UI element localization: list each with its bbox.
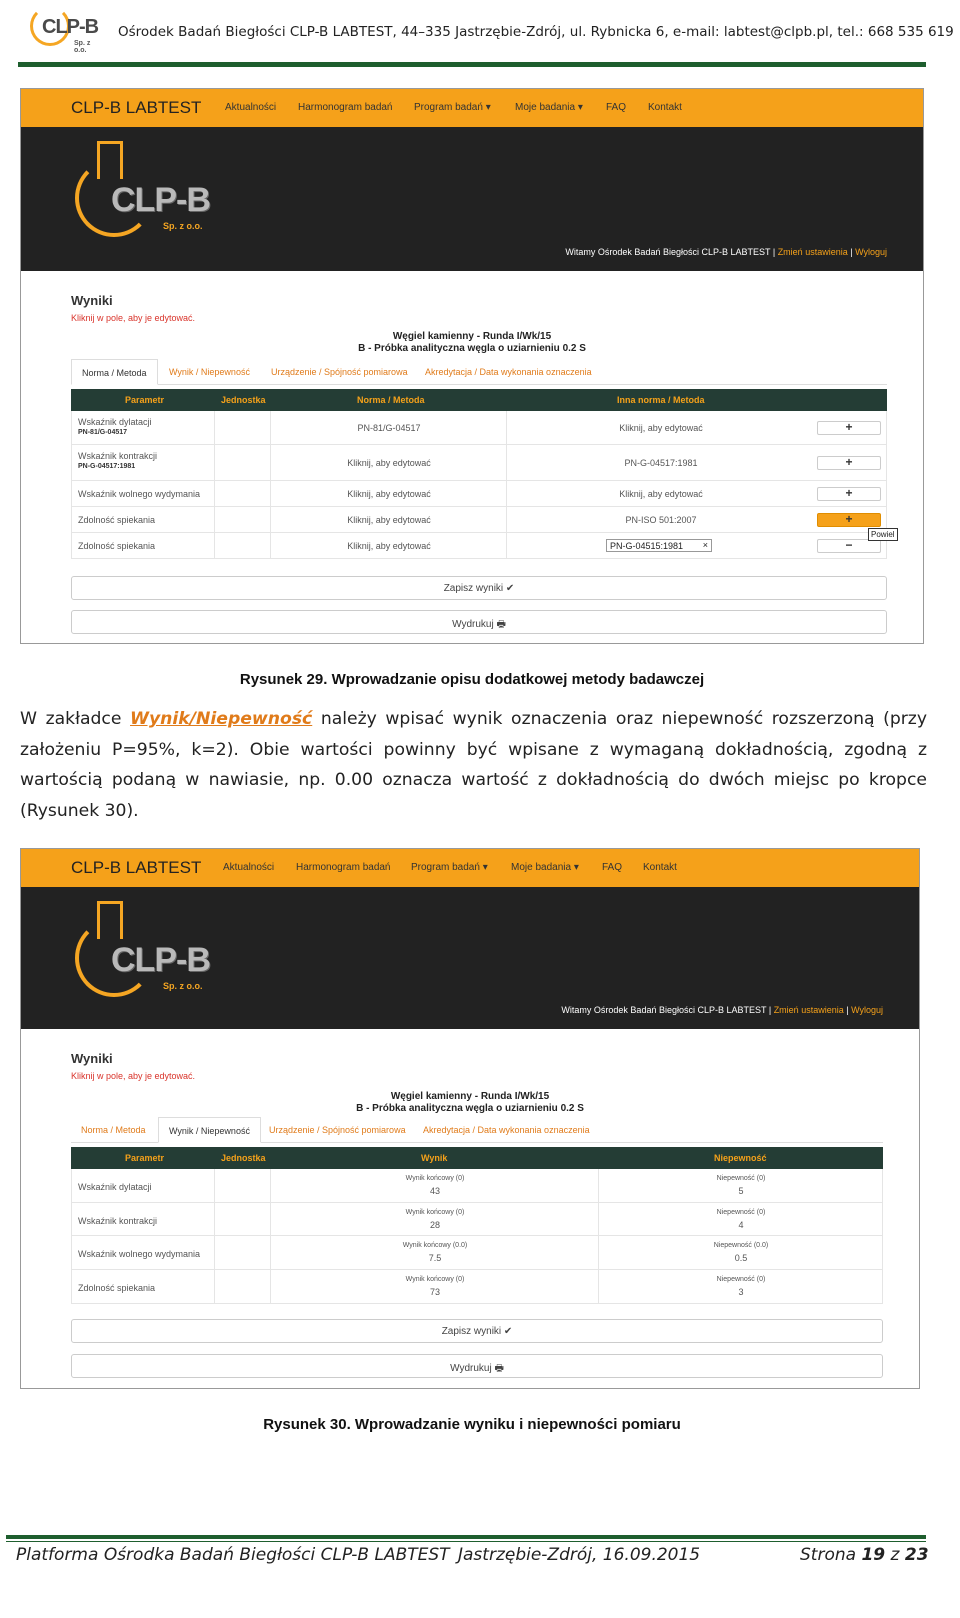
nav-faq[interactable]: FAQ bbox=[606, 102, 627, 113]
separator: | bbox=[843, 1005, 852, 1015]
norma-value[interactable]: PN-81/G-04517 bbox=[357, 423, 421, 433]
header-contact: Ośrodek Badań Biegłości CLP-B LABTEST, 44–335 Jastrzębie-Zdrój, ul. Rybnicka 6, e-mail: labtest@clpb.pl, tel.: 668 535 619 bbox=[118, 24, 954, 40]
table-row bbox=[71, 507, 887, 533]
top-navbar bbox=[21, 89, 923, 127]
round-heading bbox=[21, 1091, 919, 1115]
param-standard: PN-G-04517:1981 bbox=[78, 463, 136, 470]
cell-unit bbox=[215, 445, 271, 480]
total-pages: 23 bbox=[904, 1545, 929, 1565]
cell-unit bbox=[215, 533, 271, 558]
inna-norma-value[interactable]: PN-ISO 501:2007 bbox=[625, 515, 697, 525]
cell-wynik bbox=[271, 1203, 599, 1235]
cell-unit bbox=[215, 1169, 271, 1202]
cell-unit bbox=[215, 1203, 271, 1235]
niepewnosc-label: Niepewność (0.0) bbox=[713, 1242, 769, 1249]
tab-wynik-niepewnosc[interactable]: Wynik / Niepewność bbox=[169, 367, 250, 377]
tab-akredytacja[interactable]: Akredytacja / Data wykonania oznaczenia bbox=[425, 367, 592, 377]
add-method-button[interactable]: + bbox=[817, 487, 881, 501]
hero-logo bbox=[75, 141, 225, 237]
separator: | bbox=[770, 247, 778, 257]
results-table bbox=[71, 389, 895, 559]
page-prefix: Strona bbox=[800, 1545, 862, 1565]
current-page: 19 bbox=[861, 1545, 886, 1565]
clear-icon[interactable]: × bbox=[702, 540, 708, 550]
tab-akredytacja[interactable]: Akredytacja / Data wykonania oznaczenia bbox=[423, 1125, 590, 1135]
norma-value[interactable]: Kliknij, aby edytować bbox=[347, 541, 431, 551]
tab-reference-link: Wynik/Niepewność bbox=[130, 709, 313, 729]
welcome-bar bbox=[561, 1005, 883, 1015]
footer-title: Platforma Ośrodka Badań Biegłości CLP-B LABTEST bbox=[16, 1545, 450, 1565]
column-header: Jednostka bbox=[221, 395, 266, 405]
tab-bar bbox=[71, 359, 887, 385]
norma-value[interactable]: Kliknij, aby edytować bbox=[347, 515, 431, 525]
column-header: Parametr bbox=[125, 395, 165, 405]
screenshot-figure-30 bbox=[20, 848, 920, 1389]
page-title: Wyniki bbox=[71, 293, 113, 308]
niepewnosc-value[interactable]: 5 bbox=[738, 1186, 744, 1196]
niepewnosc-label: Niepewność (0) bbox=[716, 1276, 766, 1283]
round-heading bbox=[21, 331, 923, 355]
niepewnosc-label: Niepewność (0) bbox=[716, 1175, 766, 1182]
nav-moje-badania[interactable]: Moje badania ▾ bbox=[511, 862, 579, 873]
save-results-button[interactable]: Zapisz wyniki ✔ bbox=[71, 1319, 883, 1343]
nav-kontakt[interactable]: Kontakt bbox=[643, 862, 677, 873]
nav-program[interactable]: Program badań ▾ bbox=[414, 102, 491, 113]
logo-text: CLP-B bbox=[42, 16, 99, 38]
tab-norma-metoda[interactable]: Norma / Metoda bbox=[81, 1125, 146, 1135]
hero-logo-text: CLP-B bbox=[111, 941, 210, 979]
cell-unit bbox=[215, 411, 271, 444]
hero-logo bbox=[75, 901, 225, 997]
table-row bbox=[71, 411, 887, 445]
tab-norma-metoda[interactable]: Norma / Metoda bbox=[71, 359, 158, 385]
separator: | bbox=[766, 1005, 774, 1015]
wynik-label: Wynik końcowy (0) bbox=[405, 1209, 465, 1216]
footer-divider bbox=[6, 1535, 926, 1539]
nav-aktualnosci[interactable]: Aktualności bbox=[223, 862, 275, 873]
param-name: Wskaźnik wolnego wydymania bbox=[78, 489, 201, 499]
table-row bbox=[71, 1236, 883, 1270]
nav-moje-badania[interactable]: Moje badania ▾ bbox=[515, 102, 583, 113]
column-header: Niepewność bbox=[714, 1153, 767, 1163]
hero-banner bbox=[21, 127, 923, 271]
norma-value[interactable]: Kliknij, aby edytować bbox=[347, 458, 431, 468]
body-paragraph bbox=[20, 704, 927, 826]
table-row bbox=[71, 481, 887, 507]
norma-value[interactable]: Kliknij, aby edytować bbox=[347, 489, 431, 499]
wynik-label: Wynik końcowy (0.0) bbox=[402, 1242, 468, 1249]
add-method-button[interactable]: + bbox=[817, 421, 881, 435]
param-name: Wskaźnik dylatacji bbox=[78, 1182, 152, 1192]
column-header: Wynik bbox=[421, 1153, 448, 1163]
cell-unit bbox=[215, 507, 271, 532]
paragraph-text: należy wpisać wynik oznaczenia oraz niepewność rozszerzoną (przy założeniu P=95%, k=2). Obie wartości powinny być wpisane z wymaganą dokładnością, zgodną z wartością podaną w nawiasie, np. 0.00 oznacza wartość z dokładnością do dwóch miejsc po kropce (Rysunek 30). bbox=[20, 709, 927, 821]
logo-subtext: Sp. z o.o. bbox=[74, 40, 91, 54]
param-name: Zdolność spiekania bbox=[78, 1283, 156, 1293]
separator: | bbox=[847, 247, 856, 257]
niepewnosc-value[interactable]: 3 bbox=[738, 1287, 744, 1297]
remove-method-button[interactable]: − bbox=[817, 539, 881, 553]
inna-norma-value[interactable]: Kliknij, aby edytować bbox=[619, 423, 703, 433]
table-row bbox=[71, 445, 887, 481]
wynik-value[interactable]: 28 bbox=[429, 1220, 440, 1230]
tab-bar bbox=[71, 1117, 883, 1143]
param-standard: PN-81/G-04517 bbox=[78, 429, 128, 436]
results-panel bbox=[21, 1029, 919, 1388]
param-name: Zdolność spiekania bbox=[78, 541, 156, 551]
welcome-text: Witamy Ośrodek Badań Biegłości CLP-B LABTEST bbox=[565, 247, 771, 257]
table-header bbox=[71, 389, 887, 411]
nav-harmonogram[interactable]: Harmonogram badań bbox=[298, 102, 393, 113]
tab-wynik-niepewnosc[interactable]: Wynik / Niepewność bbox=[158, 1117, 261, 1143]
welcome-bar bbox=[565, 247, 887, 257]
inna-norma-value[interactable]: Kliknij, aby edytować bbox=[619, 489, 703, 499]
navbar-brand[interactable]: CLP-B LABTEST bbox=[71, 98, 202, 117]
wynik-label: Wynik końcowy (0) bbox=[405, 1276, 465, 1283]
table-row bbox=[71, 1169, 883, 1203]
cell-param bbox=[72, 411, 215, 444]
tab-urzadzenie[interactable]: Urządzenie / Spójność pomiarowa bbox=[271, 367, 408, 377]
cell-unit bbox=[215, 1270, 271, 1303]
param-name: Wskaźnik wolnego wydymania bbox=[78, 1249, 201, 1259]
table-header bbox=[71, 1147, 883, 1169]
print-button[interactable]: Wydrukuj 🖶 bbox=[71, 1354, 883, 1378]
figure-caption-29: Rysunek 29. Wprowadzanie opisu dodatkowej metody badawczej bbox=[239, 671, 705, 688]
niepewnosc-value[interactable]: 4 bbox=[738, 1220, 744, 1230]
logout-link[interactable]: Wyloguj bbox=[855, 247, 887, 257]
sample-title: B - Próbka analityczna węgla o uziarnieniu 0.2 S bbox=[356, 1103, 584, 1114]
edit-hint: Kliknij w pole, aby je edytować. bbox=[71, 1071, 196, 1081]
nav-aktualnosci[interactable]: Aktualności bbox=[225, 102, 277, 113]
column-header: Jednostka bbox=[221, 1153, 266, 1163]
param-name: Wskaźnik kontrakcji bbox=[78, 451, 158, 461]
wynik-value[interactable]: 7.5 bbox=[428, 1253, 442, 1263]
welcome-text: Witamy Ośrodek Badań Biegłości CLP-B LABTEST bbox=[561, 1005, 767, 1015]
edit-hint: Kliknij w pole, aby je edytować. bbox=[71, 313, 196, 323]
footer-divider-thin bbox=[6, 1541, 926, 1542]
round-title: Węgiel kamienny - Runda I/Wk/15 bbox=[390, 1091, 550, 1102]
document-header bbox=[0, 0, 960, 70]
column-header: Inna norma / Metoda bbox=[617, 395, 705, 405]
paragraph-text: W zakładce bbox=[20, 709, 131, 729]
hero-banner bbox=[21, 887, 919, 1029]
wynik-value[interactable]: 73 bbox=[429, 1287, 440, 1297]
param-name: Zdolność spiekania bbox=[78, 515, 156, 525]
column-header: Norma / Metoda bbox=[357, 395, 425, 405]
table-row bbox=[71, 1203, 883, 1236]
results-panel bbox=[21, 271, 923, 643]
cell-unit bbox=[215, 481, 271, 506]
wynik-label: Wynik końcowy (0) bbox=[405, 1175, 465, 1182]
niepewnosc-label: Niepewność (0) bbox=[716, 1209, 766, 1216]
top-navbar bbox=[21, 849, 919, 887]
tab-urzadzenie[interactable]: Urządzenie / Spójność pomiarowa bbox=[269, 1125, 406, 1135]
hero-logo-subtext: Sp. z o.o. bbox=[163, 221, 203, 231]
input-value: PN-G-04515:1981 bbox=[610, 541, 684, 551]
wynik-value[interactable]: 43 bbox=[429, 1186, 440, 1196]
nav-program[interactable]: Program badań ▾ bbox=[411, 862, 488, 873]
round-title: Węgiel kamienny - Runda I/Wk/15 bbox=[392, 331, 552, 342]
footer-date: Jastrzębie-Zdrój, 16.09.2015 bbox=[458, 1545, 701, 1565]
settings-link[interactable]: Zmień ustawienia bbox=[773, 1005, 844, 1015]
print-button[interactable]: Wydrukuj 🖶 bbox=[71, 610, 887, 634]
navbar-brand[interactable]: CLP-B LABTEST bbox=[71, 858, 202, 877]
sample-title: B - Próbka analityczna węgla o uziarnieniu 0.2 S bbox=[358, 343, 586, 354]
table-row bbox=[71, 530, 895, 559]
settings-link[interactable]: Zmień ustawienia bbox=[777, 247, 848, 257]
param-name: Wskaźnik dylatacji bbox=[78, 417, 152, 427]
page-separator: z bbox=[885, 1545, 905, 1565]
page-number bbox=[800, 1545, 929, 1565]
column-header: Parametr bbox=[125, 1153, 165, 1163]
hero-logo-subtext: Sp. z o.o. bbox=[163, 981, 203, 991]
nav-faq[interactable]: FAQ bbox=[602, 862, 623, 873]
save-results-button[interactable]: Zapisz wyniki ✔ bbox=[71, 576, 887, 600]
inna-norma-input[interactable] bbox=[606, 539, 712, 552]
page-title: Wyniki bbox=[71, 1051, 113, 1066]
param-name: Wskaźnik kontrakcji bbox=[78, 1216, 158, 1226]
niepewnosc-value[interactable]: 0.5 bbox=[734, 1253, 748, 1263]
screenshot-figure-29 bbox=[20, 88, 924, 644]
nav-harmonogram[interactable]: Harmonogram badań bbox=[296, 862, 391, 873]
company-logo bbox=[24, 4, 104, 54]
duplicate-tooltip: Powiel bbox=[868, 528, 898, 541]
table-row bbox=[71, 1270, 883, 1304]
figure-caption-30: Rysunek 30. Wprowadzanie wyniku i niepewności pomiaru bbox=[263, 1416, 681, 1433]
logout-link[interactable]: Wyloguj bbox=[851, 1005, 883, 1015]
header-divider bbox=[18, 62, 926, 67]
add-method-button[interactable]: + bbox=[817, 456, 881, 470]
add-method-button[interactable]: + bbox=[817, 513, 881, 527]
results-table bbox=[71, 1147, 883, 1304]
hero-logo-text: CLP-B bbox=[111, 181, 210, 219]
cell-unit bbox=[215, 1236, 271, 1269]
inna-norma-value[interactable]: PN-G-04517:1981 bbox=[624, 458, 698, 468]
nav-kontakt[interactable]: Kontakt bbox=[648, 102, 682, 113]
